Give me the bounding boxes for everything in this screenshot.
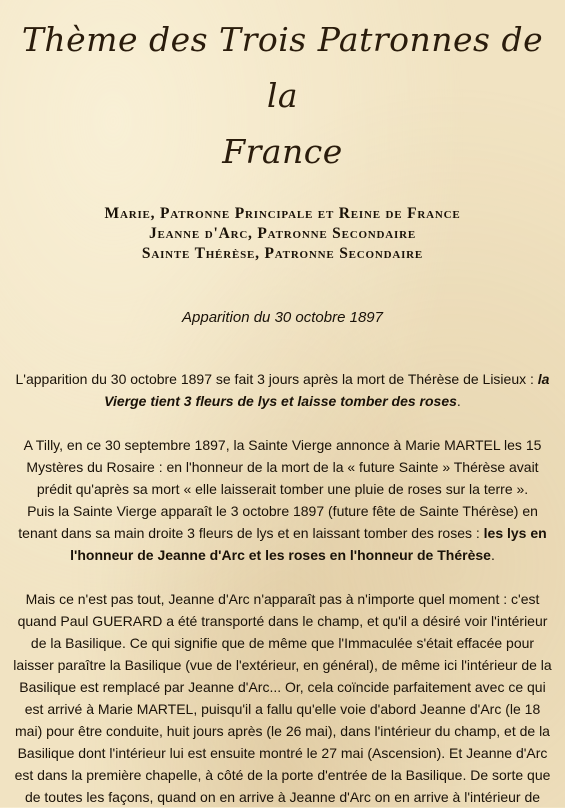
paragraph-1-text: L'apparition du 30 octobre 1897 se fait 3 jours après la mort de Thérèse de Lisieux : [15,371,538,387]
paragraph-1-end: . [456,393,461,409]
paragraph-4: Mais ce n'est pas tout, Jeanne d'Arc n'apparaît pas à n'importe quel moment : c'est quand Paul GUERARD a été transporté dans le champ, et qu'il a désiré voir l'intérieur de la Basilique. Ce qui signifie que de même que l'Immaculée s'était effacée pour laisser paraître la Basilique (vue de l'extérieur, en général), de même ici l'intérieur de la Basilique est remplacé par Jeanne d'Arc... Or, cela coïncide parfaitement avec ce qui est arrivé à Marie MARTEL, puisqu'il a fallu qu'elle voie d'abord Jeanne d'Arc (le 18 mai) pour être conduite, huit jours après (le 26 mai), dans l'intérieur du champ, et de la Basilique dont l'intérieur lui est ensuite montré le 27 mai (Ascension). Et Jeanne d'Arc est dans la première chapelle, à côté de la porte d'entrée de la Basilique. De sorte que de toutes les façons, quand on en arrive à Jeanne d'Arc on en arrive à l'intérieur de [13,591,552,805]
apparition-heading: Apparition du 30 octobre 1897 [182,309,383,326]
patron-jeanne: Jeanne d'Arc, Patronne Secondaire [149,225,416,242]
paragraph-3-emphasis: les lys en l'honneur de Jeanne d'Arc et les roses en l'honneur de Thérèse [70,525,547,563]
paragraph-3-text: Puis la Sainte Vierge apparaît le 3 octobre 1897 (future fête de Sainte Thérèse) en tenant dans sa main droite 3 fleurs de lys et en laissant tomber des roses : [18,503,538,541]
patron-therese: Sainte Thérèse, Patronne Secondaire [141,245,424,262]
title-line-1: Thème des Trois Patronnes de la [21,20,544,115]
title-line-2: France [222,132,343,171]
body-text [12,368,553,808]
paragraph-1 [12,368,553,412]
patron-marie: Marie, Patronne Principale et Reine de France [104,205,461,222]
patrons-block [12,204,553,264]
page-title [12,0,553,180]
paragraph-3 [12,500,553,566]
paragraph-2: A Tilly, en ce 30 septembre 1897, la Sainte Vierge annonce à Marie MARTEL les 15 Mystères du Rosaire : en l'honneur de la mort de la « future Sainte » Thérèse avait prédit qu'après sa mort « elle laisserait tomber une pluie de roses sur la terre ». [23,437,542,497]
paragraph-3-end: . [490,547,495,563]
paragraph-1-emphasis: la Vierge tient 3 fleurs de lys et laisse tomber des roses [104,371,550,409]
